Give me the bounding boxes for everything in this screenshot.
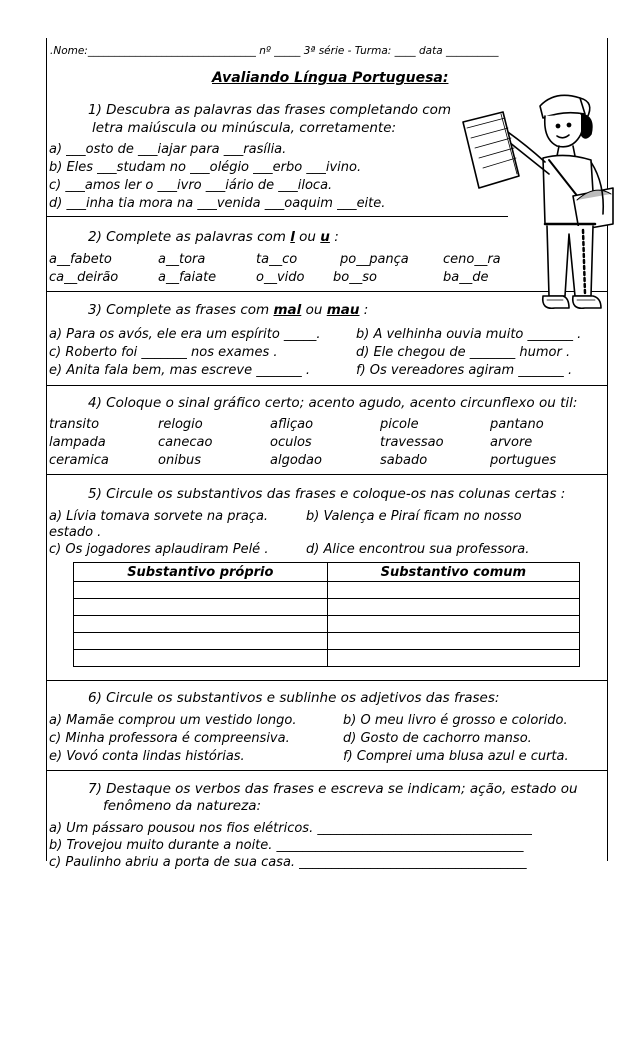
- q2-word: a__fabeto: [49, 252, 112, 267]
- q1-instruction-1: 1) Descubra as palavras das frases completando com: [88, 102, 452, 118]
- common-noun-cell[interactable]: [327, 616, 579, 633]
- q4-word: picole: [380, 417, 419, 432]
- q7-instruction-2: fenômeno da natureza:: [103, 798, 262, 814]
- noun-table: [73, 562, 580, 667]
- q2-word: ba__de: [443, 270, 489, 285]
- table-row: [74, 616, 580, 633]
- q6-item-f: f) Comprei uma blusa azul e curta.: [343, 749, 569, 764]
- q4-word: travessao: [380, 435, 444, 450]
- proper-noun-cell[interactable]: [74, 599, 328, 616]
- q2-word: ca__deirão: [49, 270, 119, 285]
- divider-q6: [46, 770, 608, 771]
- q5-instruction: 5) Circule os substantivos das frases e coloque-os nas colunas certas :: [88, 486, 566, 502]
- q2-word: ceno__ra: [443, 252, 501, 267]
- table-row: [74, 582, 580, 599]
- q2-instruction-text: 2) Complete as palavras com: [88, 229, 286, 245]
- q3-item-e: e) Anita fala bem, mas escreve _______ .: [49, 363, 310, 378]
- q3-instruction: [88, 302, 368, 318]
- number-field: nº _____: [259, 45, 301, 57]
- q3-instruction-text: 3) Complete as frases com: [88, 302, 270, 318]
- table-header-row: [74, 563, 580, 582]
- q2-option-u: u: [320, 229, 330, 245]
- q7-item-c: c) Paulinho abriu a porta de sua casa. ___________________________________: [49, 855, 527, 870]
- divider-q5: [46, 680, 608, 681]
- q6-instruction: 6) Circule os substantivos e sublinhe os adjetivos das frases:: [88, 690, 500, 706]
- q3-item-f: f) Os vereadores agiram _______ .: [356, 363, 573, 378]
- q3-item-d: d) Ele chegou de _______ humor .: [356, 345, 571, 360]
- q1-item-a: a) ___osto de ___iajar para ___rasília.: [49, 142, 287, 157]
- q1-instruction-2: letra maiúscula ou minúscula, corretamente:: [92, 120, 397, 136]
- q2-word: ta__co: [256, 252, 298, 267]
- q4-word: portugues: [490, 453, 557, 468]
- page-title: Avaliando Língua Portuguesa:: [212, 70, 449, 86]
- common-noun-header: Substantivo comum: [327, 563, 579, 582]
- q7-item-b: b) Trovejou muito durante a noite. ______________________________________: [49, 838, 524, 853]
- q2-word: a__faiate: [158, 270, 217, 285]
- common-noun-cell[interactable]: [327, 650, 579, 667]
- q4-word: transito: [49, 417, 100, 432]
- q2-word: a__tora: [158, 252, 206, 267]
- q4-word: onibus: [158, 453, 202, 468]
- q2-word: bo__so: [333, 270, 377, 285]
- q4-instruction: 4) Coloque o sinal gráfico certo; acento agudo, acento circunflexo ou til:: [88, 395, 578, 411]
- name-field: .Nome:________________________________: [50, 45, 256, 57]
- q5-item-b: b) Valença e Piraí ficam no nosso: [306, 509, 522, 524]
- left-border: [46, 38, 47, 861]
- q4-word: sabado: [380, 453, 428, 468]
- class-field: Turma: ____: [354, 45, 416, 57]
- table-row: [74, 650, 580, 667]
- q2-or: ou: [299, 229, 316, 245]
- proper-noun-cell[interactable]: [74, 582, 328, 599]
- divider-q4: [46, 474, 608, 475]
- date-field: data __________: [419, 45, 499, 57]
- common-noun-cell[interactable]: [327, 582, 579, 599]
- q6-item-b: b) O meu livro é grosso e colorido.: [343, 713, 568, 728]
- q4-word: lampada: [49, 435, 106, 450]
- q5-item-a: a) Lívia tomava sorvete na praça.: [49, 509, 269, 524]
- q4-word: pantano: [490, 417, 544, 432]
- q2-colon: :: [334, 229, 339, 245]
- q5-item-d: d) Alice encontrou sua professora.: [306, 542, 530, 557]
- proper-noun-header: Substantivo próprio: [74, 563, 328, 582]
- q3-option-mal: mal: [273, 302, 302, 318]
- q4-word: algodao: [270, 453, 322, 468]
- q6-item-c: c) Minha professora é compreensiva.: [49, 731, 290, 746]
- q3-item-c: c) Roberto foi _______ nos exames .: [49, 345, 278, 360]
- q4-word: ceramica: [49, 453, 109, 468]
- q1-item-d: d) ___inha tia mora na ___venida ___oaquim ___eite.: [49, 196, 386, 211]
- q4-word: canecao: [158, 435, 213, 450]
- common-noun-cell[interactable]: [327, 599, 579, 616]
- q5-item-b-cont: estado .: [49, 525, 102, 540]
- q4-word: relogio: [158, 417, 203, 432]
- q3-item-b: b) A velhinha ouvia muito _______ .: [356, 327, 582, 342]
- newspaper-boy-illustration: [445, 84, 615, 324]
- q2-word: po__pança: [340, 252, 409, 267]
- q3-or: ou: [305, 302, 323, 318]
- table-row: [74, 633, 580, 650]
- q2-option-l: l: [290, 229, 295, 245]
- q7-item-a: a) Um pássaro pousou nos fios elétricos. _________________________________: [49, 821, 532, 836]
- q7-instruction-1: 7) Destaque os verbos das frases e escreva se indicam; ação, estado ou: [88, 781, 578, 797]
- proper-noun-cell[interactable]: [74, 650, 328, 667]
- q1-item-c: c) ___amos ler o ___ivro ___iário de ___iloca.: [49, 178, 333, 193]
- proper-noun-cell[interactable]: [74, 633, 328, 650]
- q4-word: arvore: [490, 435, 533, 450]
- q4-word: afliçao: [270, 417, 314, 432]
- header-line: [50, 43, 499, 59]
- q3-option-mau: mau: [326, 302, 360, 318]
- q3-item-a: a) Para os avós, ele era um espírito _____.: [49, 327, 321, 342]
- proper-noun-cell[interactable]: [74, 616, 328, 633]
- table-row: [74, 599, 580, 616]
- q6-item-e: e) Vovó conta lindas histórias.: [49, 749, 245, 764]
- divider-q3: [46, 385, 608, 386]
- grade-label: 3ª série -: [303, 45, 352, 57]
- q3-colon: :: [363, 302, 369, 318]
- q2-instruction: [88, 229, 339, 245]
- common-noun-cell[interactable]: [327, 633, 579, 650]
- q2-word: o__vido: [256, 270, 305, 285]
- q1-item-b: b) Eles ___studam no ___olégio ___erbo ___ivino.: [49, 160, 362, 175]
- q6-item-d: d) Gosto de cachorro manso.: [343, 731, 532, 746]
- divider-q1: [46, 216, 508, 217]
- q6-item-a: a) Mamãe comprou um vestido longo.: [49, 713, 297, 728]
- q5-item-c: c) Os jogadores aplaudiram Pelé .: [49, 542, 269, 557]
- q4-word: oculos: [270, 435, 312, 450]
